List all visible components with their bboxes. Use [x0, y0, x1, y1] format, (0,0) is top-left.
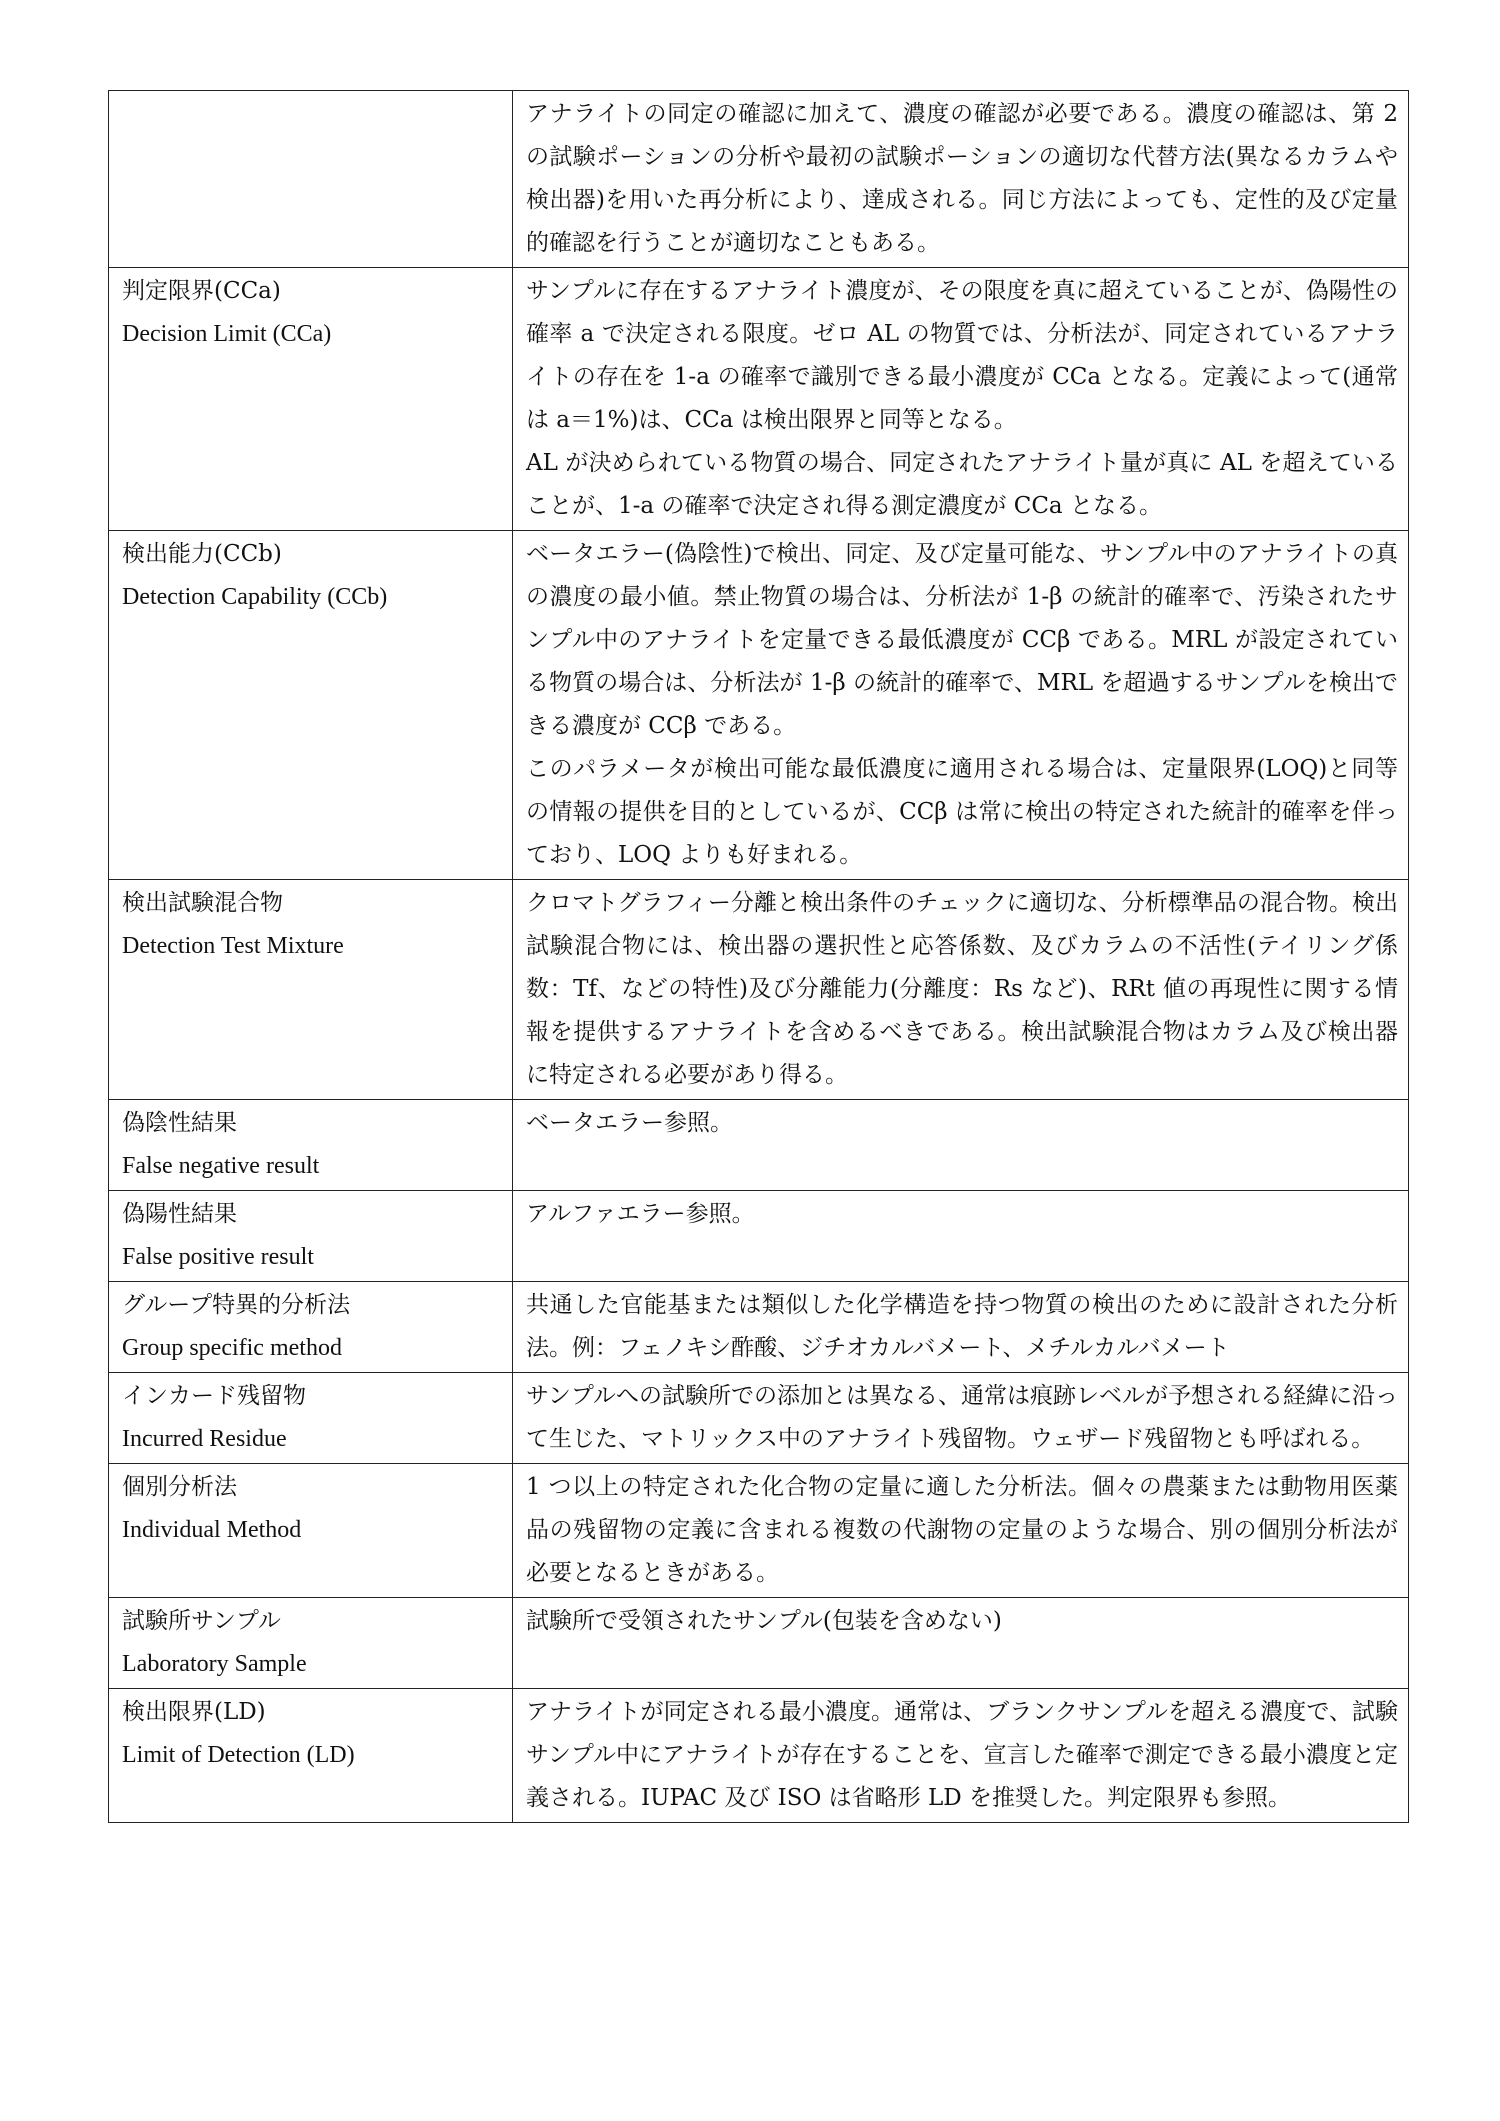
- definition-text: アルファエラー参照。: [526, 1201, 755, 1227]
- term-cell: [109, 1689, 513, 1823]
- definition-cell: [513, 880, 1409, 1100]
- table-row: [109, 1100, 1409, 1191]
- definition-text: AL が決められている物質の場合、同定されたアナライト量が真に AL を超えていることが、1-a の確率で決定され得る測定濃度が CCa となる。: [526, 450, 1398, 519]
- definition-cell: [513, 1464, 1409, 1598]
- term-cell: [109, 1282, 513, 1373]
- definition-cell: [513, 1598, 1409, 1689]
- term-english: Laboratory Sample: [122, 1651, 307, 1677]
- term-english: Detection Capability (CCb): [122, 584, 388, 610]
- term-japanese: 判定限界(CCa): [122, 278, 281, 304]
- definition-cell: [513, 1282, 1409, 1373]
- term-japanese: 偽陰性結果: [122, 1110, 237, 1136]
- term-cell: [109, 268, 513, 531]
- definition-cell: [513, 1373, 1409, 1464]
- definition-text: このパラメータが検出可能な最低濃度に適用される場合は、定量限界(LOQ)と同等の情報の提供を目的としているが、CCβ は常に検出の特定された統計的確率を伴っており、LOQ よりも好まれる。: [526, 756, 1398, 868]
- definition-text: クロマトグラフィー分離と検出条件のチェックに適切な、分析標準品の混合物。検出試験混合物には、検出器の選択性と応答係数、及びカラムの不活性(テイリング係数：Tf、などの特性)及び分離能力(分離度：Rs など)、RRt 値の再現性に関する情報を提供するアナライトを含めるべきである。検出試験混合物はカラム及び検出器に特定される必要があり得る。: [526, 890, 1398, 1088]
- table-row: [109, 91, 1409, 268]
- term-japanese: 個別分析法: [122, 1474, 237, 1500]
- term-cell: [109, 880, 513, 1100]
- table-row: [109, 1598, 1409, 1689]
- table-row: [109, 880, 1409, 1100]
- term-cell: [109, 531, 513, 880]
- definition-text: アナライトが同定される最小濃度。通常は、ブランクサンプルを超える濃度で、試験サンプル中にアナライトが存在することを、宣言した確率で測定できる最小濃度と定義される。IUPAC 及び ISO は省略形 LD を推奨した。判定限界も参照。: [526, 1699, 1398, 1811]
- definition-cell: [513, 1100, 1409, 1191]
- table-row: [109, 531, 1409, 880]
- term-japanese: 偽陽性結果: [122, 1201, 237, 1227]
- term-japanese: 検出試験混合物: [122, 890, 283, 916]
- term-english: False negative result: [122, 1153, 320, 1179]
- term-cell: [109, 91, 513, 268]
- definition-text: ベータエラー参照。: [526, 1110, 733, 1136]
- term-cell: [109, 1464, 513, 1598]
- term-cell: [109, 1373, 513, 1464]
- term-english: Detection Test Mixture: [122, 933, 344, 959]
- definition-text: 1 つ以上の特定された化合物の定量に適した分析法。個々の農薬または動物用医薬品の残留物の定義に含まれる複数の代謝物の定量のような場合、別の個別分析法が必要となるときがある。: [526, 1474, 1398, 1586]
- term-english: Incurred Residue: [122, 1426, 287, 1452]
- definition-text: サンプルへの試験所での添加とは異なる、通常は痕跡レベルが予想される経緯に沿って生じた、マトリックス中のアナライト残留物。ウェザード残留物とも呼ばれる。: [526, 1383, 1398, 1452]
- table-row: [109, 1464, 1409, 1598]
- definition-text: アナライトの同定の確認に加えて、濃度の確認が必要である。濃度の確認は、第 2 の試験ポーションの分析や最初の試験ポーションの適切な代替方法(異なるカラムや検出器)を用いた再分析により、達成される。同じ方法によっても、定性的及び定量的確認を行うことが適切なこともある。: [526, 101, 1398, 256]
- term-japanese: 検出限界(LD): [122, 1699, 266, 1725]
- definition-cell: [513, 1689, 1409, 1823]
- term-english: False positive result: [122, 1244, 314, 1270]
- term-japanese: 試験所サンプル: [122, 1608, 281, 1634]
- glossary-table: [108, 90, 1409, 1823]
- definition-cell: [513, 1191, 1409, 1282]
- table-row: [109, 268, 1409, 531]
- term-japanese: 検出能力(CCb): [122, 541, 282, 567]
- term-english: Group specific method: [122, 1335, 342, 1361]
- table-row: [109, 1689, 1409, 1823]
- table-row: [109, 1282, 1409, 1373]
- definition-text: ベータエラー(偽陰性)で検出、同定、及び定量可能な、サンプル中のアナライトの真の濃度の最小値。禁止物質の場合は、分析法が 1-β の統計的確率で、汚染されたサンプル中のアナライトを定量できる最低濃度が CCβ である。MRL が設定されている物質の場合は、分析法が 1-β の統計的確率で、MRL を超過するサンプルを検出できる濃度が CCβ である。: [526, 541, 1398, 739]
- definition-text: 共通した官能基または類似した化学構造を持つ物質の検出のために設計された分析法。例：フェノキシ酢酸、ジチオカルバメート、メチルカルバメート: [526, 1292, 1398, 1361]
- term-cell: [109, 1598, 513, 1689]
- term-japanese: インカード残留物: [122, 1383, 306, 1409]
- term-english: Decision Limit (CCa): [122, 321, 332, 347]
- definition-text: 試験所で受領されたサンプル(包装を含めない): [526, 1608, 1002, 1634]
- table-row: [109, 1373, 1409, 1464]
- term-japanese: グループ特異的分析法: [122, 1292, 351, 1318]
- term-english: Limit of Detection (LD): [122, 1742, 355, 1768]
- definition-cell: [513, 531, 1409, 880]
- term-cell: [109, 1191, 513, 1282]
- definition-cell: [513, 268, 1409, 531]
- term-cell: [109, 1100, 513, 1191]
- definition-text: サンプルに存在するアナライト濃度が、その限度を真に超えていることが、偽陽性の確率 a で決定される限度。ゼロ AL の物質では、分析法が、同定されているアナライトの存在を 1-a の確率で識別できる最小濃度が CCa となる。定義によって(通常は a＝1%)は、CCa は検出限界と同等となる。: [526, 278, 1398, 433]
- table-row: [109, 1191, 1409, 1282]
- definition-cell: [513, 91, 1409, 268]
- term-english: Individual Method: [122, 1517, 302, 1543]
